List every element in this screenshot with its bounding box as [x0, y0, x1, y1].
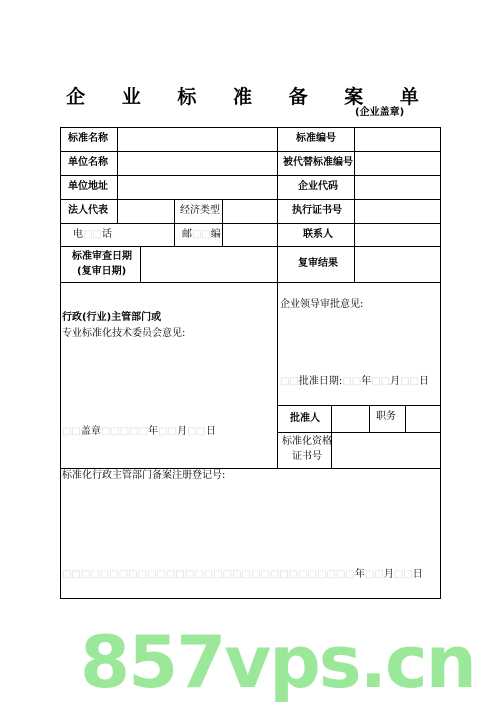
approve-date-label: 批准日期:: [298, 376, 343, 387]
registration-month: 月: [383, 569, 394, 580]
enterprise-code-label: 企业代码: [298, 181, 338, 192]
review-date-label: 标准审查日期: [72, 251, 132, 262]
phone-label-b: 话: [101, 229, 112, 240]
cert-label-line1: 标准化资格: [282, 436, 332, 447]
postcode-label-a: 邮: [182, 229, 192, 240]
registration-year: 年: [354, 569, 365, 580]
site-watermark: 857vps.cn: [80, 620, 475, 704]
postcode-label: 邮□□编: [182, 229, 221, 240]
seal-month: 月: [177, 426, 188, 437]
registration-date: □□□□□□□□□□□□□□□□□□□□□□□□□□□□□□□年□□月□□日: [62, 569, 423, 580]
re-review-date-label: (复审日期): [77, 266, 127, 277]
phone-label: 电□□话: [73, 229, 112, 240]
department-opinion-line2: 专业标准化技术委员会意见:: [62, 328, 186, 339]
contact-person-label: 联系人: [303, 229, 333, 240]
leader-opinion-label: 企业领导审批意见:: [280, 299, 364, 310]
position-label: 职务: [376, 411, 396, 422]
approve-day: 日: [419, 376, 429, 387]
department-seal-date: □□盖章□□□□□年□□月□□日: [62, 426, 216, 437]
approver-label: 批准人: [290, 413, 320, 424]
postcode-label-b: 编: [210, 229, 221, 240]
approve-year: 年: [361, 376, 372, 387]
seal-year: 年: [148, 426, 159, 437]
approve-date: □□批准日期:□□年□□月□□日: [280, 376, 429, 387]
standard-name-label: 标准名称: [68, 133, 108, 144]
legal-representative-label: 法人代表: [68, 205, 108, 216]
approve-month: 月: [390, 376, 401, 387]
phone-label-a: 电: [73, 229, 83, 240]
review-result-label: 复审结果: [298, 258, 338, 269]
economic-type-label: 经济类型: [180, 205, 220, 216]
unit-name-label: 单位名称: [68, 157, 108, 168]
department-opinion-line1: 行政(行业)主管部门或: [62, 312, 162, 323]
registration-number-label: 标准化行政主管部门备案注册登记号:: [62, 470, 226, 481]
cert-label-line2: 证书号: [292, 451, 322, 462]
seal-note: (企业盖章): [355, 107, 405, 118]
certificate-number-label: 执行证书号: [292, 205, 342, 216]
replaced-standard-number-label: 被代替标准编号: [283, 157, 353, 168]
seal-label: 盖章: [80, 426, 101, 437]
unit-address-label: 单位地址: [68, 181, 108, 192]
seal-day: 日: [205, 426, 216, 437]
form-title: 企 业 标 准 备 案 单: [66, 86, 434, 108]
registration-day: 日: [412, 569, 423, 580]
standard-number-label: 标准编号: [296, 133, 336, 144]
